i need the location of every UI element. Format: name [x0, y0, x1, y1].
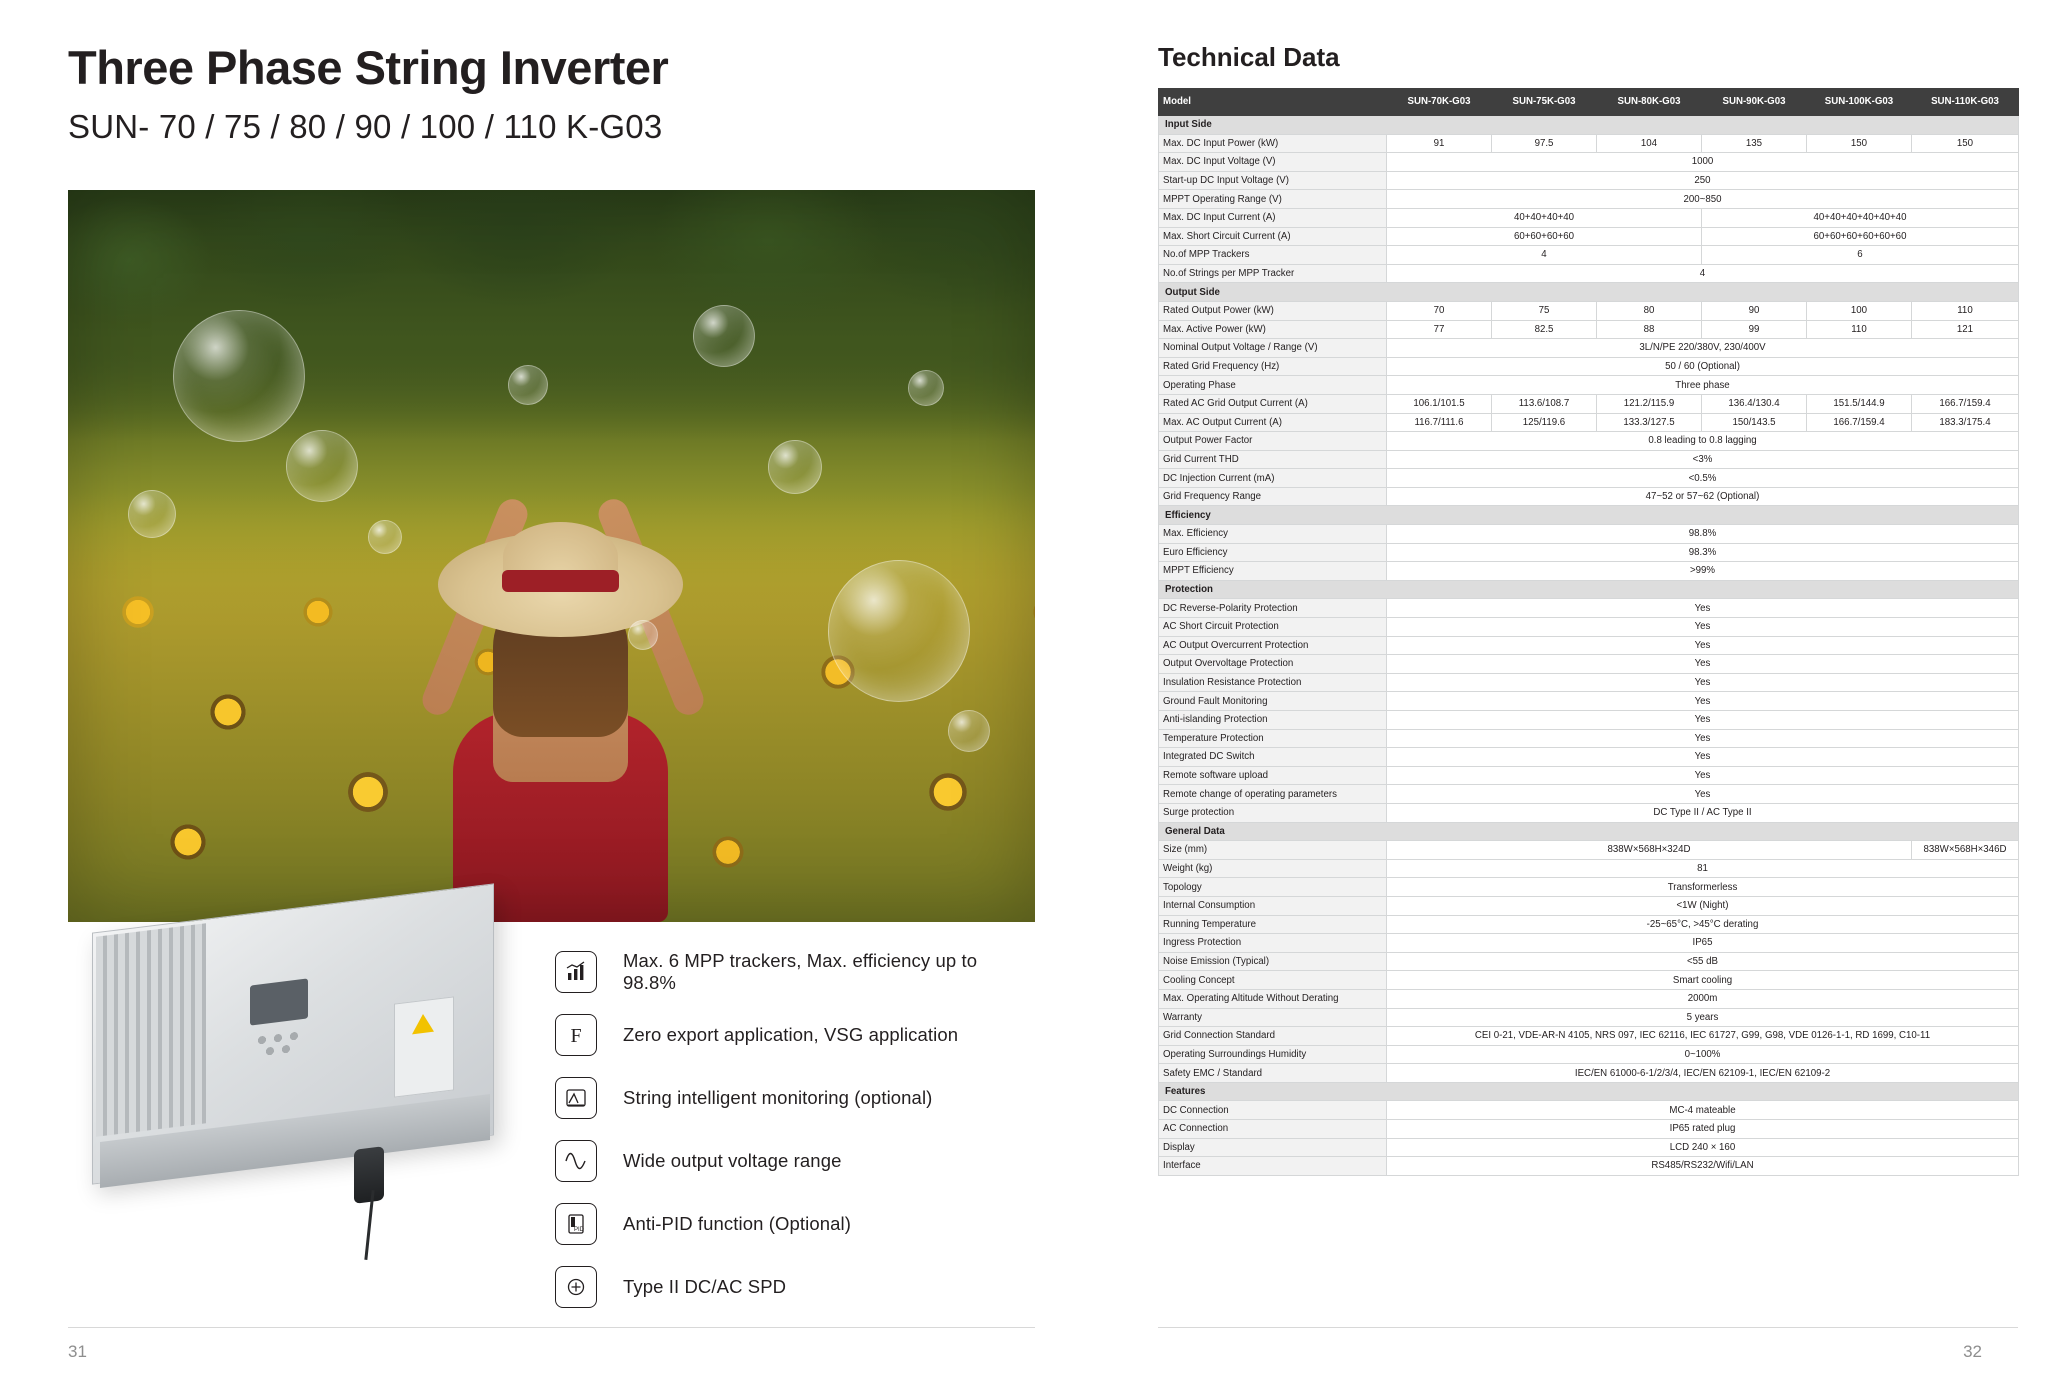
row-label: Max. Operating Altitude Without Derating — [1159, 989, 1387, 1008]
row-value: 150 — [1912, 134, 2019, 153]
feature-label: Wide output voltage range — [623, 1149, 842, 1171]
row-label: Max. AC Output Current (A) — [1159, 413, 1387, 432]
table-row — [1159, 562, 2019, 581]
table-row — [1159, 1120, 2019, 1139]
row-label: Remote software upload — [1159, 766, 1387, 785]
feature-item — [555, 1255, 1035, 1318]
row-value: -25~65°C, >45°C derating — [1387, 915, 2019, 934]
chart-bars-icon — [555, 951, 597, 993]
row-value: 838W×568H×346D — [1912, 841, 2019, 860]
feature-label: Type II DC/AC SPD — [623, 1275, 787, 1297]
row-label: Interface — [1159, 1157, 1387, 1176]
row-label: Weight (kg) — [1159, 859, 1387, 878]
table-row — [1159, 1064, 2019, 1083]
row-label: Nominal Output Voltage / Range (V) — [1159, 339, 1387, 358]
row-value: Yes — [1387, 599, 2019, 618]
table-section-row — [1159, 1082, 2019, 1101]
row-value: 98.8% — [1387, 525, 2019, 544]
table-row — [1159, 989, 2019, 1008]
table-row — [1159, 469, 2019, 488]
sine-wave-icon — [555, 1140, 597, 1182]
table-row — [1159, 264, 2019, 283]
row-value: 1000 — [1387, 153, 2019, 172]
table-row — [1159, 618, 2019, 637]
section-label: Features — [1159, 1082, 2019, 1101]
soap-bubble — [508, 365, 548, 405]
row-value: Yes — [1387, 748, 2019, 767]
row-label: Rated Output Power (kW) — [1159, 301, 1387, 320]
row-label: Warranty — [1159, 1008, 1387, 1027]
row-label: Grid Frequency Range — [1159, 487, 1387, 506]
feature-item — [555, 940, 1035, 1003]
row-value: 150/143.5 — [1702, 413, 1807, 432]
soap-bubble — [948, 710, 990, 752]
row-value: 4 — [1387, 246, 1702, 265]
row-value: 75 — [1492, 301, 1597, 320]
row-value: 77 — [1387, 320, 1492, 339]
row-value: 200~850 — [1387, 190, 2019, 209]
soap-bubble — [768, 440, 822, 494]
row-label: Ingress Protection — [1159, 934, 1387, 953]
row-value: Yes — [1387, 766, 2019, 785]
row-label: Integrated DC Switch — [1159, 748, 1387, 767]
row-label: Rated Grid Frequency (Hz) — [1159, 357, 1387, 376]
row-label: Ground Fault Monitoring — [1159, 692, 1387, 711]
row-value: >99% — [1387, 562, 2019, 581]
row-value: 106.1/101.5 — [1387, 394, 1492, 413]
section-label: Efficiency — [1159, 506, 2019, 525]
row-value: 135 — [1702, 134, 1807, 153]
row-value: 40+40+40+40+40+40 — [1702, 208, 2019, 227]
row-value: 113.6/108.7 — [1492, 394, 1597, 413]
row-label: Surge protection — [1159, 803, 1387, 822]
row-value: 0~100% — [1387, 1045, 2019, 1064]
row-label: AC Output Overcurrent Protection — [1159, 636, 1387, 655]
table-row — [1159, 655, 2019, 674]
row-value: 81 — [1387, 859, 2019, 878]
row-label: Grid Current THD — [1159, 450, 1387, 469]
table-row — [1159, 227, 2019, 246]
title-block — [68, 42, 1018, 146]
section-label: Protection — [1159, 580, 2019, 599]
table-section-row — [1159, 116, 2019, 135]
row-label: No.of Strings per MPP Tracker — [1159, 264, 1387, 283]
row-label: Cooling Concept — [1159, 971, 1387, 990]
page-title: Three Phase String Inverter — [68, 41, 669, 94]
table-section-row — [1159, 822, 2019, 841]
row-value: 133.3/127.5 — [1597, 413, 1702, 432]
table-header-row — [1159, 89, 2019, 116]
table-row — [1159, 208, 2019, 227]
table-row — [1159, 803, 2019, 822]
feature-label: Anti-PID function (Optional) — [623, 1212, 851, 1234]
row-value: 166.7/159.4 — [1912, 394, 2019, 413]
table-row — [1159, 878, 2019, 897]
column-header-model: Model — [1159, 89, 1387, 116]
soap-bubble — [128, 490, 176, 538]
table-row — [1159, 376, 2019, 395]
row-value: <1W (Night) — [1387, 896, 2019, 915]
row-value: 125/119.6 — [1492, 413, 1597, 432]
row-label: Size (mm) — [1159, 841, 1387, 860]
row-label: Display — [1159, 1138, 1387, 1157]
table-row — [1159, 692, 2019, 711]
technical-data-title: Technical Data — [1158, 42, 1340, 72]
row-value: 80 — [1597, 301, 1702, 320]
row-value: CEI 0-21, VDE-AR-N 4105, NRS 097, IEC 62116, IEC 61727, G99, G98, VDE 0126-1-1, RD 1699, C10-11 — [1387, 1027, 2019, 1046]
soap-bubble — [173, 310, 305, 442]
table-row — [1159, 171, 2019, 190]
column-header: SUN-80K-G03 — [1597, 89, 1702, 116]
row-value: 183.3/175.4 — [1912, 413, 2019, 432]
spd-plus-icon — [555, 1266, 597, 1308]
table-row — [1159, 1008, 2019, 1027]
table-row — [1159, 599, 2019, 618]
row-value: LCD 240 × 160 — [1387, 1138, 2019, 1157]
row-value: 6 — [1702, 246, 2019, 265]
feature-label: Zero export application, VSG application — [623, 1023, 959, 1045]
row-label: DC Reverse-Polarity Protection — [1159, 599, 1387, 618]
page-number-right: 32 — [1963, 1342, 1982, 1361]
pid-module-icon — [555, 1203, 597, 1245]
warning-triangle-icon — [412, 1013, 434, 1035]
column-header: SUN-100K-G03 — [1807, 89, 1912, 116]
table-row — [1159, 394, 2019, 413]
row-label: Internal Consumption — [1159, 896, 1387, 915]
row-value: 121 — [1912, 320, 2019, 339]
table-row — [1159, 896, 2019, 915]
section-label: General Data — [1159, 822, 2019, 841]
row-value: MC-4 mateable — [1387, 1101, 2019, 1120]
row-value: IEC/EN 61000-6-1/2/3/4, IEC/EN 62109-1, IEC/EN 62109-2 — [1387, 1064, 2019, 1083]
hero-photo — [68, 190, 1035, 922]
row-value: 60+60+60+60 — [1387, 227, 1702, 246]
row-value: 50 / 60 (Optional) — [1387, 357, 2019, 376]
row-label: Max. Efficiency — [1159, 525, 1387, 544]
section-label: Output Side — [1159, 283, 2019, 302]
row-label: Temperature Protection — [1159, 729, 1387, 748]
soap-bubble — [368, 520, 402, 554]
specification-table — [1158, 88, 2019, 1176]
table-row — [1159, 934, 2019, 953]
row-label: No.of MPP Trackers — [1159, 246, 1387, 265]
row-value: 110 — [1807, 320, 1912, 339]
feature-item — [555, 1129, 1035, 1192]
row-label: Start-up DC Input Voltage (V) — [1159, 171, 1387, 190]
section-label: Input Side — [1159, 116, 2019, 135]
column-header: SUN-75K-G03 — [1492, 89, 1597, 116]
model-subtitle: SUN- 70 / 75 / 80 / 90 / 100 / 110 K-G03 — [68, 107, 663, 145]
inverter-lcd-screen — [250, 978, 308, 1025]
table-row — [1159, 636, 2019, 655]
row-value: 110 — [1912, 301, 2019, 320]
right-page — [1092, 0, 2048, 1390]
row-value: 151.5/144.9 — [1807, 394, 1912, 413]
table-row — [1159, 301, 2019, 320]
page-number-left: 31 — [68, 1342, 87, 1361]
table-row — [1159, 729, 2019, 748]
row-label: Safety EMC / Standard — [1159, 1064, 1387, 1083]
row-label: Operating Phase — [1159, 376, 1387, 395]
row-label: Max. Short Circuit Current (A) — [1159, 227, 1387, 246]
row-value: Three phase — [1387, 376, 2019, 395]
table-row — [1159, 1027, 2019, 1046]
table-row — [1159, 1045, 2019, 1064]
table-row — [1159, 748, 2019, 767]
row-label: Operating Surroundings Humidity — [1159, 1045, 1387, 1064]
row-value: Yes — [1387, 636, 2019, 655]
svg-text:F: F — [570, 1024, 582, 1047]
row-value: 2000m — [1387, 989, 2019, 1008]
table-row — [1159, 1101, 2019, 1120]
feature-label: Max. 6 MPP trackers, Max. efficiency up to 98.8% — [623, 949, 978, 993]
table-row — [1159, 487, 2019, 506]
row-label: Output Power Factor — [1159, 432, 1387, 451]
footer-divider — [1158, 1327, 2018, 1328]
row-label: AC Connection — [1159, 1120, 1387, 1139]
table-row — [1159, 1138, 2019, 1157]
table-row — [1159, 339, 2019, 358]
row-value: 0.8 leading to 0.8 lagging — [1387, 432, 2019, 451]
row-value: Yes — [1387, 618, 2019, 637]
row-value: 104 — [1597, 134, 1702, 153]
table-row — [1159, 450, 2019, 469]
table-row — [1159, 432, 2019, 451]
soap-bubble — [828, 560, 970, 702]
row-value: 250 — [1387, 171, 2019, 190]
row-value: 40+40+40+40 — [1387, 208, 1702, 227]
soap-bubble — [908, 370, 944, 406]
row-value: DC Type II / AC Type II — [1387, 803, 2019, 822]
row-value: <3% — [1387, 450, 2019, 469]
row-value: 97.5 — [1492, 134, 1597, 153]
table-row — [1159, 246, 2019, 265]
feature-list — [555, 940, 1035, 1318]
feature-item — [555, 1066, 1035, 1129]
row-value: 98.3% — [1387, 543, 2019, 562]
column-header: SUN-90K-G03 — [1702, 89, 1807, 116]
table-row — [1159, 952, 2019, 971]
row-label: Topology — [1159, 878, 1387, 897]
row-value: 121.2/115.9 — [1597, 394, 1702, 413]
row-label: Max. Active Power (kW) — [1159, 320, 1387, 339]
row-label: Euro Efficiency — [1159, 543, 1387, 562]
table-row — [1159, 711, 2019, 730]
row-value: RS485/RS232/Wifi/LAN — [1387, 1157, 2019, 1176]
row-value: 150 — [1807, 134, 1912, 153]
table-row — [1159, 320, 2019, 339]
row-label: Insulation Resistance Protection — [1159, 673, 1387, 692]
svg-text:PID: PID — [573, 1226, 585, 1233]
inverter-side-panel — [394, 996, 454, 1097]
table-row — [1159, 525, 2019, 544]
row-value: Smart cooling — [1387, 971, 2019, 990]
row-label: Noise Emission (Typical) — [1159, 952, 1387, 971]
feature-item — [555, 1003, 1035, 1066]
row-label: DC Injection Current (mA) — [1159, 469, 1387, 488]
feature-label: String intelligent monitoring (optional) — [623, 1086, 933, 1108]
table-row — [1159, 841, 2019, 860]
person-hat-band — [502, 570, 619, 592]
table-section-row — [1159, 506, 2019, 525]
column-header: SUN-110K-G03 — [1912, 89, 2019, 116]
inverter-product-photo — [82, 890, 512, 1220]
row-label: MPPT Operating Range (V) — [1159, 190, 1387, 209]
table-row — [1159, 1157, 2019, 1176]
table-row — [1159, 153, 2019, 172]
row-value: 4 — [1387, 264, 2019, 283]
table-section-row — [1159, 580, 2019, 599]
row-value: 838W×568H×324D — [1387, 841, 1912, 860]
row-label: AC Short Circuit Protection — [1159, 618, 1387, 637]
row-value: Yes — [1387, 655, 2019, 674]
row-value: Yes — [1387, 729, 2019, 748]
row-value: 116.7/111.6 — [1387, 413, 1492, 432]
inverter-heat-fins — [96, 923, 206, 1137]
table-row — [1159, 785, 2019, 804]
row-label: DC Connection — [1159, 1101, 1387, 1120]
row-value: IP65 — [1387, 934, 2019, 953]
table-row — [1159, 190, 2019, 209]
row-value: 100 — [1807, 301, 1912, 320]
table-row — [1159, 413, 2019, 432]
table-row — [1159, 766, 2019, 785]
row-value: 82.5 — [1492, 320, 1597, 339]
row-label: Max. DC Input Power (kW) — [1159, 134, 1387, 153]
row-label: Anti-islanding Protection — [1159, 711, 1387, 730]
letter-f-icon — [555, 1014, 597, 1056]
table-row — [1159, 971, 2019, 990]
row-value: 91 — [1387, 134, 1492, 153]
row-value: 5 years — [1387, 1008, 2019, 1027]
row-value: 88 — [1597, 320, 1702, 339]
row-value: Yes — [1387, 785, 2019, 804]
column-header: SUN-70K-G03 — [1387, 89, 1492, 116]
table-section-row — [1159, 283, 2019, 302]
row-value: 99 — [1702, 320, 1807, 339]
table-row — [1159, 859, 2019, 878]
row-label: Max. DC Input Current (A) — [1159, 208, 1387, 227]
table-row — [1159, 134, 2019, 153]
row-value: 166.7/159.4 — [1807, 413, 1912, 432]
row-value: Yes — [1387, 711, 2019, 730]
row-label: MPPT Efficiency — [1159, 562, 1387, 581]
footer-divider — [68, 1327, 1035, 1328]
row-label: Max. DC Input Voltage (V) — [1159, 153, 1387, 172]
row-value: Transformerless — [1387, 878, 2019, 897]
inverter-connector — [354, 1146, 384, 1204]
soap-bubble — [286, 430, 358, 502]
row-value: 60+60+60+60+60+60 — [1702, 227, 2019, 246]
row-label: Running Temperature — [1159, 915, 1387, 934]
monitoring-graph-icon — [555, 1077, 597, 1119]
table-row — [1159, 915, 2019, 934]
row-value: IP65 rated plug — [1387, 1120, 2019, 1139]
table-row — [1159, 543, 2019, 562]
row-value: Yes — [1387, 692, 2019, 711]
row-value: 136.4/130.4 — [1702, 394, 1807, 413]
row-label: Remote change of operating parameters — [1159, 785, 1387, 804]
row-value: <55 dB — [1387, 952, 2019, 971]
row-value: 70 — [1387, 301, 1492, 320]
feature-item — [555, 1192, 1035, 1255]
row-value: 47~52 or 57~62 (Optional) — [1387, 487, 2019, 506]
row-value: 90 — [1702, 301, 1807, 320]
hero-person — [398, 452, 728, 922]
row-value: Yes — [1387, 673, 2019, 692]
row-label: Grid Connection Standard — [1159, 1027, 1387, 1046]
specification-table-wrapper — [1158, 88, 2018, 1176]
table-row — [1159, 357, 2019, 376]
table-row — [1159, 673, 2019, 692]
soap-bubble — [628, 620, 658, 650]
row-value: 3L/N/PE 220/380V, 230/400V — [1387, 339, 2019, 358]
row-label: Output Overvoltage Protection — [1159, 655, 1387, 674]
row-value: <0.5% — [1387, 469, 2019, 488]
soap-bubble — [693, 305, 755, 367]
row-label: Rated AC Grid Output Current (A) — [1159, 394, 1387, 413]
